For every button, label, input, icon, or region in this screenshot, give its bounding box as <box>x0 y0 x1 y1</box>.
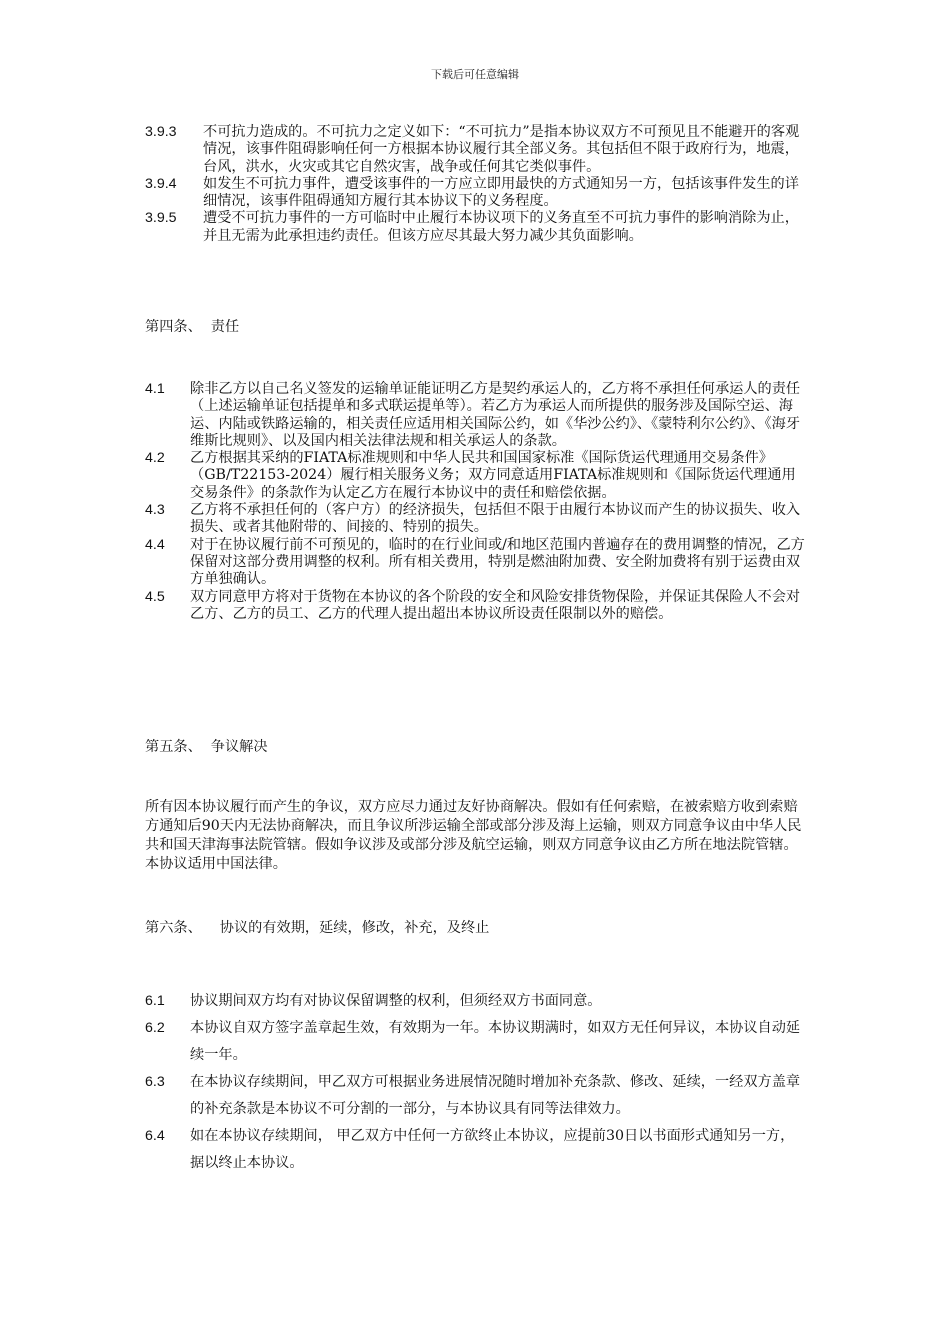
clause-number: 4.1 <box>145 381 165 397</box>
clause-6-4 <box>145 1123 805 1177</box>
clause-4-4 <box>145 537 805 589</box>
clause-text: 遭受不可抗力事件的一方可临时中止履行本协议项下的义务直至不可抗力事件的影响消除为止，并且无需为此承担违约责任。但该方应尽其最大努力减少其负面影响。 <box>203 210 799 244</box>
clause-text: 除非乙方以自己名义签发的运输单证能证明乙方是契约承运人的，乙方将不承担任何承运人的责任（上述运输单证包括提单和多式联运提单等）。若乙方为承运人而所提供的服务涉及国际空运、海运、内陆或铁路运输的，相关责任应适用相关国际公约，如《华沙公约》、《蒙特利尔公约》、《海牙维斯比规则》、以及国内相关法律法规和相关承运人的条款。 <box>190 381 801 449</box>
clause-text: 在本协议存续期间，甲乙双方可根据业务进展情况随时增加补充条款、修改、延续，一经双方盖章的补充条款是本协议不可分割的一部分，与本协议具有同等法律效力。 <box>190 1074 801 1117</box>
clause-3-9-4 <box>145 176 805 211</box>
clause-text: 本协议自双方签字盖章起生效，有效期为一年。本协议期满时，如双方无任何异议，本协议自动延续一年。 <box>190 1020 801 1063</box>
clause-number: 6.3 <box>145 1074 165 1090</box>
clause-3-9-3 <box>145 124 805 176</box>
clause-number: 4.3 <box>145 502 165 519</box>
clause-6-3 <box>145 1069 805 1123</box>
clause-text: 双方同意甲方将对于货物在本协议的各个阶段的安全和风险安排货物保险，并保证其保险人不会对乙方、乙方的员工、乙方的代理人提出超出本协议所设责任限制以外的赔偿。 <box>190 588 801 622</box>
clause-6-2 <box>145 1015 805 1069</box>
article-6-heading: 第六条、 协议的有效期，延续，修改，补充，及终止 <box>145 920 490 936</box>
clause-number: 4.4 <box>145 536 165 553</box>
article-4-heading: 第四条、 责任 <box>145 319 240 335</box>
clause-number: 6.2 <box>145 1020 165 1036</box>
clause-number: 3.9.3 <box>145 124 177 140</box>
article-5-paragraph: 所有因本协议履行而产生的争议，双方应尽力通过友好协商解决。假如有任何索赔，在被索赔方收到索赔方通知后90天内无法协商解决，而且争议所涉运输全部或部分涉及海上运输，则双方同意争议由中华人民共和国天津海事法院管辖。假如争议涉及或部分涉及航空运输，则双方同意争议由乙方所在地法院管辖。本协议适用中国法律。 <box>145 799 802 872</box>
section-3-9 <box>145 124 805 245</box>
clause-number: 3.9.4 <box>145 175 177 192</box>
clause-number: 3.9.5 <box>145 210 177 227</box>
article-5-heading: 第五条、 争议解决 <box>145 739 268 755</box>
clause-6-1 <box>145 988 805 1015</box>
clause-text: 乙方将不承担任何的（客户方）的经济损失，包括但不限于由履行本协议而产生的协议损失、收入损失、或者其他附带的、间接的、特别的损失。 <box>190 502 801 536</box>
clause-number: 6.4 <box>145 1128 165 1144</box>
clause-text: 乙方根据其采纳的FIATA标准规则和中华人民共和国国家标准《国际货运代理通用交易条件》（GB/T22153-2024）履行相关服务义务；双方同意适用FIATA标准规则和《国际货运代理通用交易条件》的条款作为认定乙方在履行本协议中的责任和赔偿依据。 <box>190 450 796 501</box>
clause-4-3 <box>145 502 805 537</box>
clause-4-5 <box>145 589 805 624</box>
clause-text: 不可抗力造成的。不可抗力之定义如下：“不可抗力”是指本协议双方不可预见且不能避开的客观情况，该事件阻碍影响任何一方根据本协议履行其全部义务。其包括但不限于政府行为，地震，台风，洪水，火灾或其它自然灾害，战争或任何其它类似事件。 <box>203 124 800 175</box>
clause-text: 对于在协议履行前不可预见的，临时的在行业间或/和地区范围内普遍存在的费用调整的情况，乙方保留对这部分费用调整的权利。所有相关费用，特别是燃油附加费、安全附加费将有别于运费由双方单独确认。 <box>190 536 805 588</box>
article-6-clauses <box>145 988 805 1177</box>
clause-4-1 <box>145 381 805 450</box>
clause-number: 6.1 <box>145 993 165 1009</box>
clause-3-9-5 <box>145 210 805 245</box>
clause-text: 如发生不可抗力事件，遭受该事件的一方应立即用最快的方式通知另一方，包括该事件发生的详细情况，该事件阻碍通知方履行其本协议下的义务程度。 <box>203 175 799 210</box>
clause-number: 4.2 <box>145 450 165 467</box>
article-4-clauses <box>145 381 805 623</box>
clause-text: 协议期间双方均有对协议保留调整的权利，但须经双方书面同意。 <box>190 993 602 1009</box>
clause-number: 4.5 <box>145 588 165 605</box>
page-header: 下载后可任意编辑 <box>431 68 519 81</box>
clause-4-2 <box>145 450 805 502</box>
clause-text: 如在本协议存续期间， 甲乙双方中任何一方欲终止本协议，应提前30日以书面形式通知另一方，据以终止本协议。 <box>190 1128 795 1171</box>
